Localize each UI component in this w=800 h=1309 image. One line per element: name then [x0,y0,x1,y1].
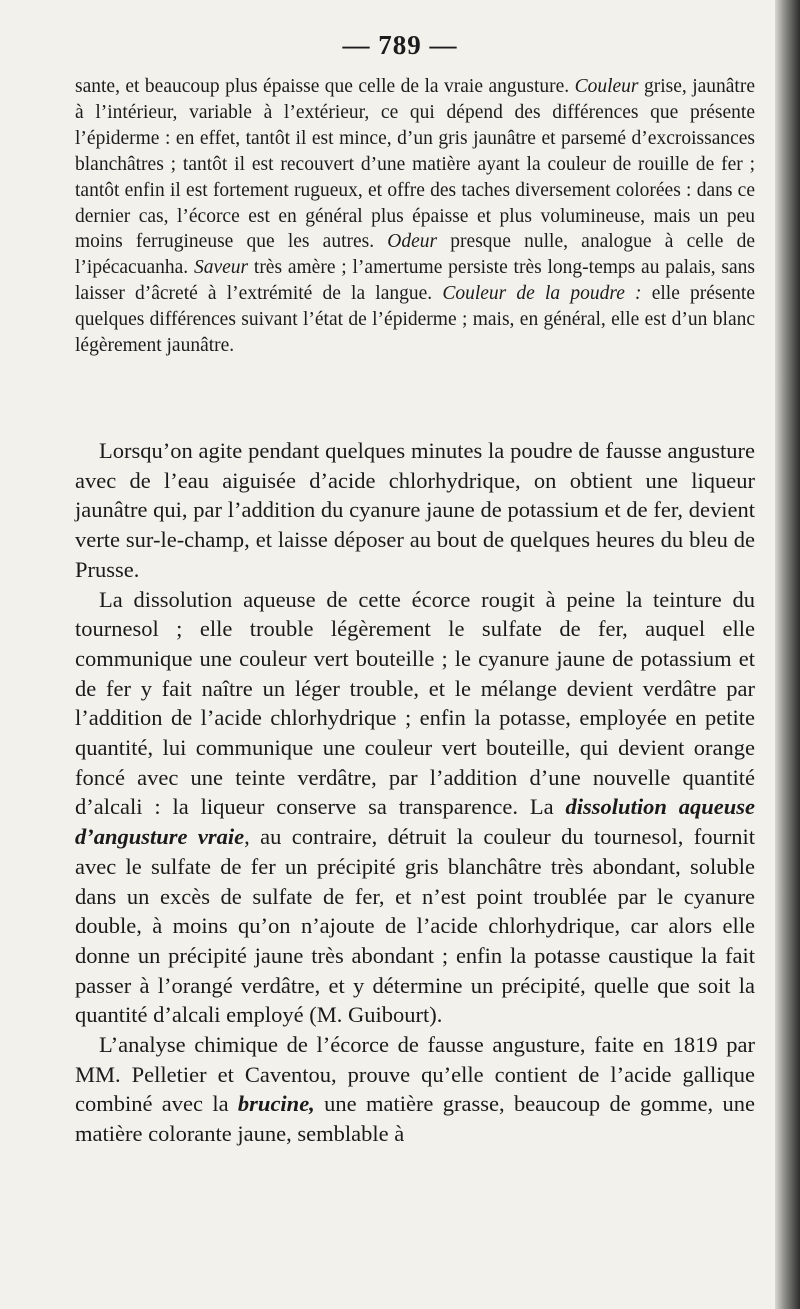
text-run: , au contraire, détruit la couleur du tournesol, fournit avec le sulfate de fer un précipité gris blanchâtre très abondant, soluble dans un excès de sulfate de fer, et n’est point troublée par le cyanure double, à moins qu’on n’ajoute de l’acide chlorhydrique, car alors elle donne un précipité jaune très abondant ; enfin la potasse caustique la fait passer à l’orangé verdâtre, et y détermine un précipité, quelle que soit la quantité d’alcali employé (M. Guibourt). [75,824,755,1028]
paragraph-test-reaction: Lorsqu’on agite pendant quelques minutes la poudre de fausse angusture avec de l’eau aiguisée d’acide chlorhydrique, on obtient une liqueur jaunâtre qui, par l’addition du cyanure jaune de potassium et de fer, devient verte sur-le-champ, et laisse déposer au bout de quelques heures du bleu de Prusse. [75,438,755,582]
continued-paragraph [75,74,755,359]
italic-term: Odeur [387,231,438,253]
text-run: grise, jaunâtre à l’intérieur, variable à l’extérieur, ce qui dépend des différences que présente l’épiderme : en effet, tantôt il est mince, d’un gris jaunâtre et parsemé d’excroissances blanchâtres ; tantôt il est recouvert d’une matière ayant la couleur de rouille de fer ; tantôt enfin il est fortement rugueux, et offre des taches diversement colorées : dans ce dernier cas, l’écorce est en général plus épaisse et plus volumineuse, mais un peu moins ferrugineuse que les autres. [75,76,755,253]
text-run: une matière grasse, beaucoup de gomme, une matière colorante jaune, semblable à [75,1091,755,1147]
text-run: sante, et beaucoup plus épaisse que celle de la vraie angusture. [75,76,575,97]
italic-term: Couleur [574,76,639,97]
text-run: presque nulle, analogue à celle de l’ipécacuanha. [75,231,755,279]
page-edge-shadow [775,0,800,1309]
text-run: La dissolution aqueuse de cette écorce rougit à peine la teinture du tournesol ; elle trouble légèrement le sulfate de fer, auquel elle communique une couleur vert bouteille ; le cyanure jaune de potassium et de fer y fait naître un léger trouble, et le mélange devient verdâtre par l’addition de l’acide chlorhydrique ; enfin la potasse, employée en petite quantité, lui communique une couleur vert bouteille, qui devient orange foncé avec une teinte verdâtre, par l’addition d’une nouvelle quantité d’alcali : la liqueur conserve sa transparence. La [75,586,755,820]
paragraph-aqueous-solution [75,585,755,1031]
paragraph-small-print [75,74,755,359]
italic-term: brucine, [237,1091,315,1117]
italic-term: dissolution aqueuse d’angusture vraie [75,794,755,850]
italic-term: Saveur [193,257,249,279]
text-run: L’analyse chimique de l’écorce de fausse angusture, faite en 1819 par MM. Pelletier et Caventou, prouve qu’elle contient de l’acide gallique combiné avec la [75,1032,755,1117]
page-number: — 789 — [342,30,458,60]
italic-term: Couleur de la poudre : [442,283,642,305]
text-run: elle présente quelques différences suivant l’état de l’épiderme ; mais, en général, elle est d’un blanc légèrement jaunâtre. [75,283,755,357]
main-text [75,436,755,1149]
text-run: très amère ; l’amertume persiste très long-temps au palais, sans laisser d’âcreté à l’extrémité de la langue. [75,257,755,305]
paragraph-chemical-analysis [75,1030,755,1149]
